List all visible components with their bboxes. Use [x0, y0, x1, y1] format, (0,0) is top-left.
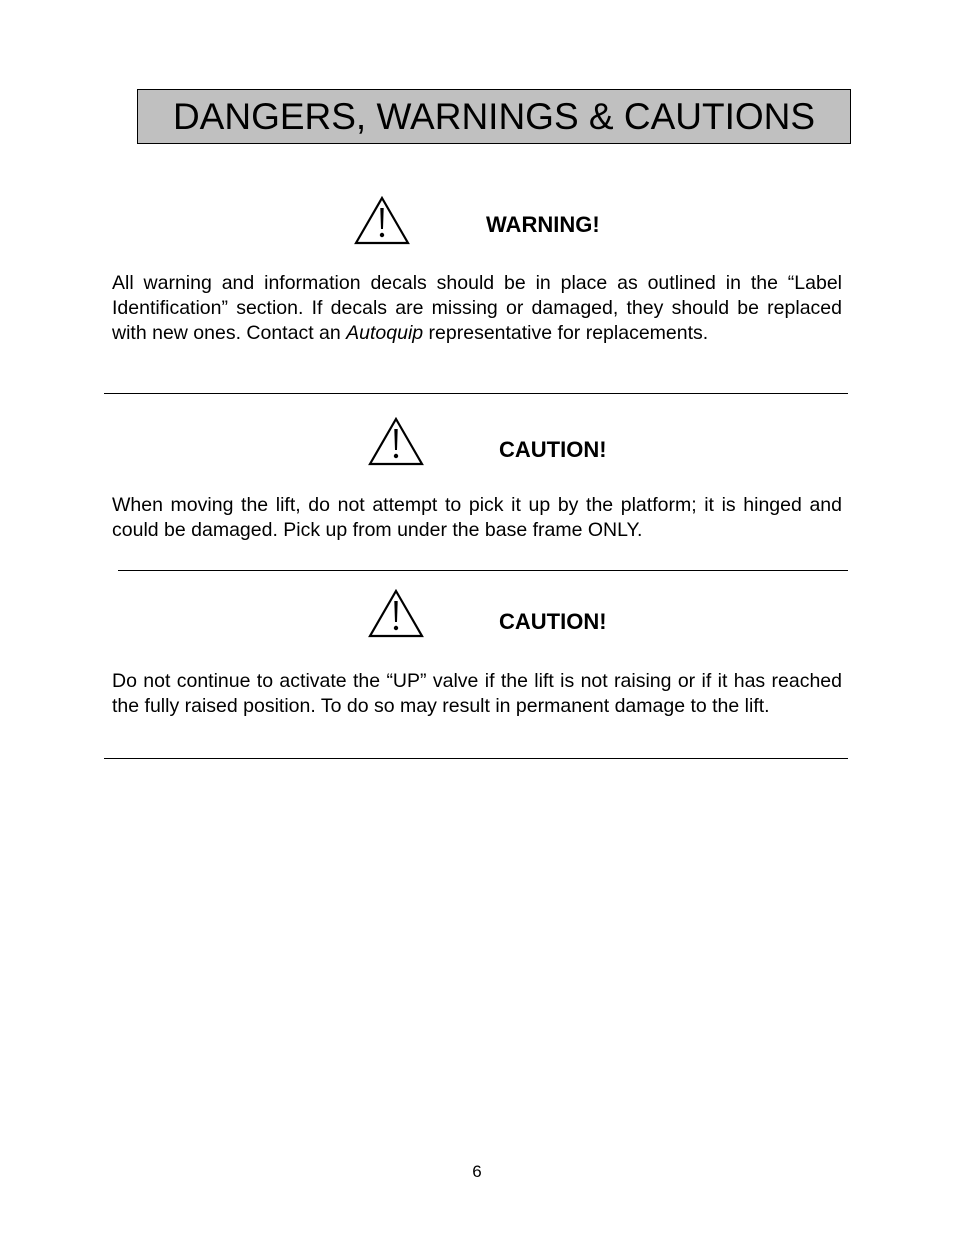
warning-paragraph: [112, 271, 842, 346]
brand-name-emphasis: Autoquip: [346, 322, 424, 344]
caution-paragraph: When moving the lift, do not attempt to pick it up by the platform; it is hinged and could be damaged. Pick up from under the base frame ONLY.: [112, 494, 842, 541]
warning-triangle-icon: [354, 196, 410, 246]
page-title-box: [137, 89, 851, 144]
section-divider: [104, 393, 848, 394]
warning-triangle-icon: [368, 589, 424, 639]
warning-heading: WARNING!: [486, 212, 600, 237]
section-divider: [104, 758, 848, 759]
caution-heading: CAUTION!: [499, 437, 607, 462]
warning-triangle-icon: [368, 417, 424, 467]
section-divider: [118, 570, 848, 571]
caution-paragraph: Do not continue to activate the “UP” valve if the lift is not raising or if it has reached the fully raised position. To do so may result in permanent damage to the lift.: [112, 670, 842, 717]
warning-text-part: All warning and information decals should be in place as outlined in the “Label Identification” section. If decals are missing or damaged, they should be replaced with new ones. Contact an: [112, 272, 842, 344]
page-number: 6: [472, 1162, 482, 1181]
caution-heading: CAUTION!: [499, 609, 607, 634]
page-title: DANGERS, WARNINGS & CAUTIONS: [172, 96, 816, 137]
warning-text-part: representative for replacements.: [423, 322, 709, 344]
